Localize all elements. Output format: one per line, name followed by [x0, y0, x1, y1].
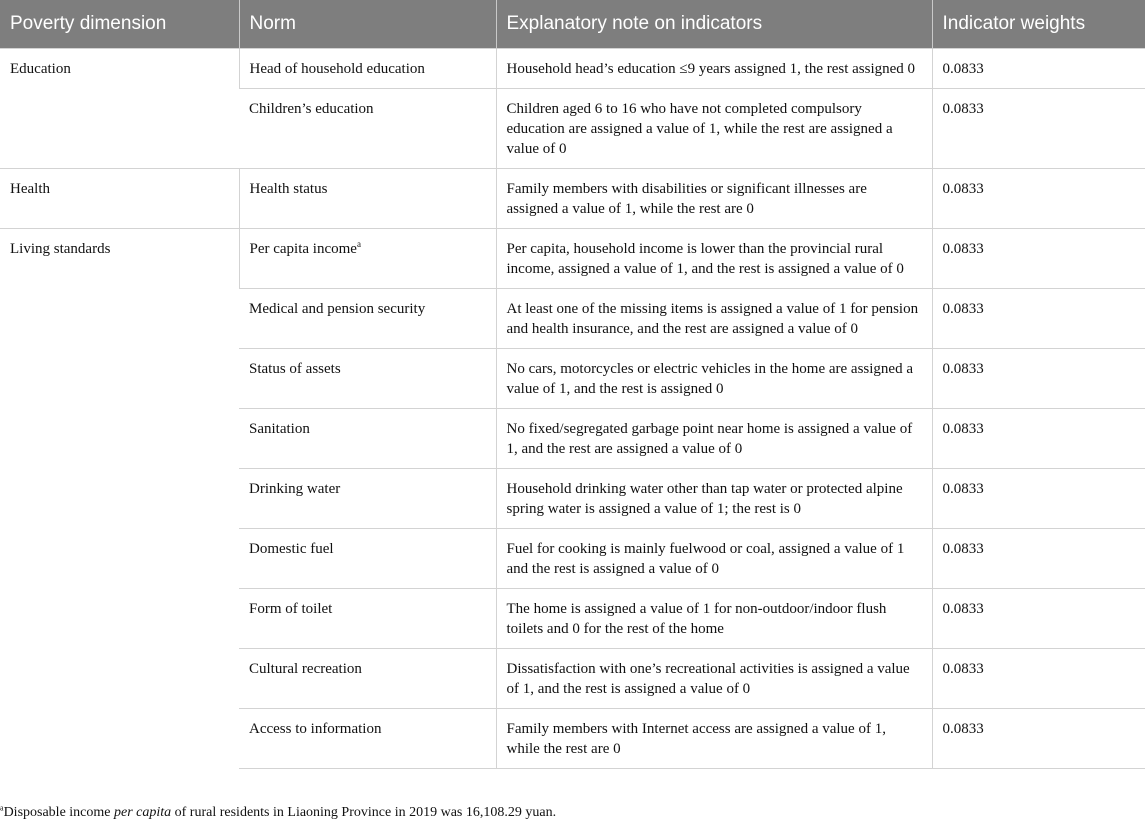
norm-text: Children’s education: [249, 101, 374, 117]
cell-explanatory-note: The home is assigned a value of 1 for non-outdoor/indoor flush toilets and 0 for the rest of the home: [496, 589, 932, 649]
cell-indicator-weight: 0.0833: [932, 349, 1145, 409]
norm-text: Sanitation: [249, 421, 310, 437]
cell-indicator-weight: 0.0833: [932, 89, 1145, 169]
cell-indicator-weight: 0.0833: [932, 409, 1145, 469]
table-row: [0, 169, 1145, 229]
footnote-text-start: Disposable income: [3, 805, 114, 820]
cell-explanatory-note: Children aged 6 to 16 who have not completed compulsory education are assigned a value of 1, while the rest are assigned a value of 0: [496, 89, 932, 169]
header-poverty-dimension: Poverty dimension: [0, 0, 239, 49]
cell-explanatory-note: No fixed/segregated garbage point near home is assigned a value of 1, and the rest are assigned a value of 0: [496, 409, 932, 469]
cell-indicator-weight: 0.0833: [932, 49, 1145, 89]
cell-norm: [239, 49, 496, 89]
header-indicator-weights: Indicator weights: [932, 0, 1145, 49]
cell-explanatory-note: Household head’s education ≤9 years assigned 1, the rest assigned 0: [496, 49, 932, 89]
cell-indicator-weight: 0.0833: [932, 289, 1145, 349]
table-footnote: [0, 804, 556, 822]
norm-text: Form of toilet: [249, 601, 333, 617]
norm-text: Access to information: [249, 721, 382, 737]
cell-norm: [239, 169, 496, 229]
header-explanatory-note: Explanatory note on indicators: [496, 0, 932, 49]
header-norm: Norm: [239, 0, 496, 49]
cell-norm: [239, 589, 496, 649]
table-body: [0, 49, 1145, 769]
cell-indicator-weight: 0.0833: [932, 529, 1145, 589]
cell-norm: [239, 649, 496, 709]
table-row: [0, 49, 1145, 89]
norm-text: Status of assets: [249, 361, 341, 377]
footnote-marker: a: [356, 239, 361, 249]
header-row: [0, 0, 1145, 49]
norm-text: Per capita income: [249, 241, 357, 257]
footnote-italic: per capita: [113, 805, 172, 820]
footnote-text-end: of rural residents in Liaoning Province in 2019 was 16,108.29 yuan.: [171, 805, 557, 820]
cell-indicator-weight: 0.0833: [932, 469, 1145, 529]
cell-norm: [239, 709, 496, 769]
cell-indicator-weight: 0.0833: [932, 649, 1145, 709]
cell-indicator-weight: 0.0833: [932, 709, 1145, 769]
cell-norm: [239, 469, 496, 529]
norm-text: Cultural recreation: [249, 661, 362, 677]
cell-explanatory-note: At least one of the missing items is assigned a value of 1 for pension and health insurance, and the rest are assigned a value of 0: [496, 289, 932, 349]
norm-text: Domestic fuel: [249, 541, 334, 557]
table-header: [0, 0, 1145, 49]
cell-norm: [239, 529, 496, 589]
cell-indicator-weight: 0.0833: [932, 169, 1145, 229]
cell-explanatory-note: Dissatisfaction with one’s recreational activities is assigned a value of 1, and the rest is assigned a value of 0: [496, 649, 932, 709]
norm-text: Drinking water: [249, 481, 341, 497]
cell-explanatory-note: Family members with Internet access are assigned a value of 1, while the rest are 0: [496, 709, 932, 769]
cell-explanatory-note: Fuel for cooking is mainly fuelwood or coal, assigned a value of 1 and the rest is assigned a value of 0: [496, 529, 932, 589]
cell-poverty-dimension: Living standards: [0, 229, 239, 769]
norm-text: Head of household education: [249, 61, 425, 77]
cell-explanatory-note: Per capita, household income is lower than the provincial rural income, assigned a value of 1, and the rest is assigned a value of 0: [496, 229, 932, 289]
cell-explanatory-note: No cars, motorcycles or electric vehicles in the home are assigned a value of 1, and the rest is assigned 0: [496, 349, 932, 409]
table-row: [0, 229, 1145, 289]
norm-text: Medical and pension security: [249, 301, 426, 317]
cell-indicator-weight: 0.0833: [932, 589, 1145, 649]
cell-explanatory-note: Household drinking water other than tap water or protected alpine spring water is assigned a value of 1; the rest is 0: [496, 469, 932, 529]
cell-explanatory-note: Family members with disabilities or significant illnesses are assigned a value of 1, while the rest are 0: [496, 169, 932, 229]
cell-norm: [239, 349, 496, 409]
cell-poverty-dimension: Health: [0, 169, 239, 229]
norm-text: Health status: [249, 181, 328, 197]
cell-poverty-dimension: Education: [0, 49, 239, 169]
cell-indicator-weight: 0.0833: [932, 229, 1145, 289]
cell-norm: [239, 409, 496, 469]
footnote-marker: a: [0, 803, 4, 813]
cell-norm: [239, 229, 496, 289]
cell-norm: [239, 289, 496, 349]
cell-norm: [239, 89, 496, 169]
